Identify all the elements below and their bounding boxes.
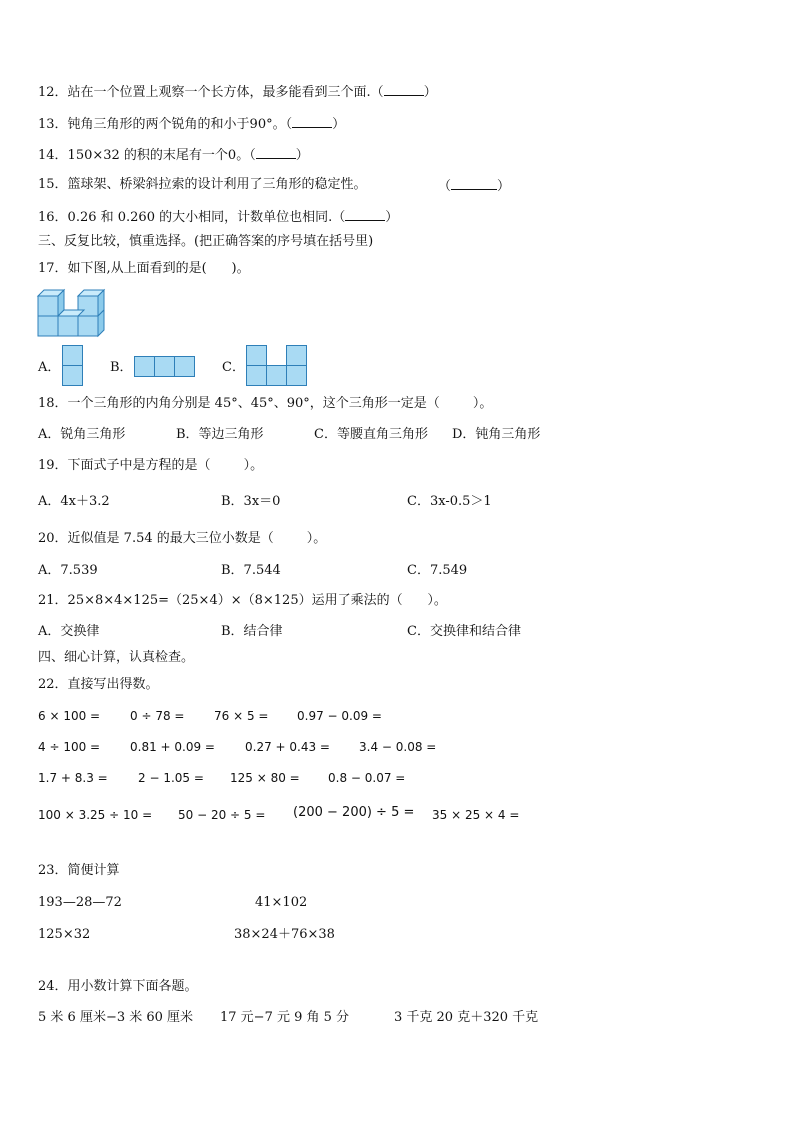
cube-left-upper [38, 296, 58, 316]
option-b-figure [134, 356, 196, 378]
calc-item: 50 − 20 ÷ 5 = [178, 808, 266, 822]
calc-item: 0.97 − 0.09 = [297, 709, 382, 723]
calc-item: 4 ÷ 100 = [38, 740, 101, 754]
calc-item: 0.8 − 0.07 = [328, 771, 406, 785]
option-c[interactable]: C．等腰直角三角形 [314, 427, 428, 442]
square [267, 366, 287, 386]
calc-item: 5 米 6 厘米−3 米 60 厘米 [38, 1010, 194, 1025]
option-b[interactable]: B．结合律 [221, 624, 283, 639]
option-a[interactable]: A．4x＋3.2 [38, 494, 110, 509]
calc-item: 125 × 80 = [230, 771, 300, 785]
square [287, 366, 307, 386]
calc-item: 38×24＋76×38 [234, 927, 335, 942]
option-c-label[interactable]: C． [222, 360, 245, 375]
option-b[interactable]: B．等边三角形 [176, 427, 264, 442]
question-12: 12．站在一个位置上观察一个长方体，最多能看到三个面.（ ） [38, 85, 437, 100]
option-b[interactable]: B．3x＝0 [221, 494, 281, 509]
question-15: 15．篮球架、桥梁斜拉索的设计利用了三角形的稳定性。 [38, 177, 367, 192]
section-3-heading: 三、反复比较，慎重选择。(把正确答案的序号填在括号里) [38, 234, 374, 249]
cube-bottom-3 [78, 316, 98, 336]
option-c[interactable]: C．交换律和结合律 [407, 624, 521, 639]
question-19: 19．下面式子中是方程的是（ ）。 [38, 458, 264, 473]
cube-bottom-1 [38, 316, 58, 336]
square [155, 357, 175, 377]
question-23: 23．简便计算 [38, 863, 120, 878]
calc-item: 100 × 3.25 ÷ 10 = [38, 808, 153, 822]
cube-figure [38, 288, 108, 342]
square [175, 357, 195, 377]
question-14: 14．150×32 的积的末尾有一个0。（ ） [38, 148, 309, 163]
option-c-figure [246, 345, 308, 387]
option-a-label[interactable]: A． [38, 360, 61, 375]
question-17: 17．如下图,从上面看到的是( )。 [38, 261, 250, 276]
calc-item: 17 元−7 元 9 角 5 分 [220, 1010, 350, 1025]
section-4-heading: 四、细心计算，认真检查。 [38, 650, 195, 665]
square [247, 366, 267, 386]
calc-item: 6 × 100 = [38, 709, 101, 723]
question-20: 20．近似值是 7.54 的最大三位小数是（ ）。 [38, 531, 327, 546]
answer-blank[interactable] [345, 208, 385, 221]
question-15-bracket: （ ） [438, 179, 511, 194]
option-a[interactable]: A．交换律 [38, 624, 100, 639]
answer-blank[interactable] [451, 177, 497, 190]
question-24: 24．用小数计算下面各题。 [38, 979, 198, 994]
question-13: 13．钝角三角形的两个锐角的和小于90°。（ ） [38, 117, 346, 132]
calc-item: 1.7 + 8.3 = [38, 771, 108, 785]
calc-item: 2 − 1.05 = [138, 771, 204, 785]
calc-item: 35 × 25 × 4 = [432, 808, 520, 822]
square [247, 346, 267, 366]
square [135, 357, 155, 377]
option-c[interactable]: C．3x-0.5＞1 [407, 494, 492, 509]
answer-blank[interactable] [256, 146, 296, 159]
option-a-figure [62, 345, 84, 387]
calc-item: (200 − 200) ÷ 5 = [293, 805, 415, 820]
calc-item: 76 × 5 = [214, 709, 269, 723]
question-22: 22．直接写出得数。 [38, 677, 159, 692]
calc-item: 0.81 + 0.09 = [130, 740, 215, 754]
option-a[interactable]: A．7.539 [38, 563, 98, 578]
square [287, 346, 307, 366]
question-21: 21．25×8×4×125=（25×4）×（8×125）运用了乘法的（ ）。 [38, 593, 447, 608]
answer-blank[interactable] [292, 115, 332, 128]
calc-item: 125×32 [38, 927, 91, 942]
square [63, 366, 83, 386]
calc-item: 0.27 + 0.43 = [245, 740, 330, 754]
calc-item: 193—28—72 [38, 895, 122, 910]
option-d[interactable]: D．钝角三角形 [452, 427, 541, 442]
option-a[interactable]: A．锐角三角形 [38, 427, 126, 442]
square [63, 346, 83, 366]
option-b-label[interactable]: B． [110, 360, 133, 375]
question-18: 18．一个三角形的内角分别是 45°、45°、90°，这个三角形一定是（ ）。 [38, 396, 493, 411]
cube-bottom-2 [58, 316, 78, 336]
calc-item: 3.4 − 0.08 = [359, 740, 437, 754]
option-c[interactable]: C．7.549 [407, 563, 468, 578]
answer-blank[interactable] [384, 83, 424, 96]
question-16: 16．0.26 和 0.260 的大小相同，计数单位也相同.（ ） [38, 210, 399, 225]
calc-item: 0 ÷ 78 = [130, 709, 185, 723]
calc-item: 3 千克 20 克＋320 千克 [394, 1010, 539, 1025]
calc-item: 41×102 [255, 895, 308, 910]
option-b[interactable]: B．7.544 [221, 563, 281, 578]
